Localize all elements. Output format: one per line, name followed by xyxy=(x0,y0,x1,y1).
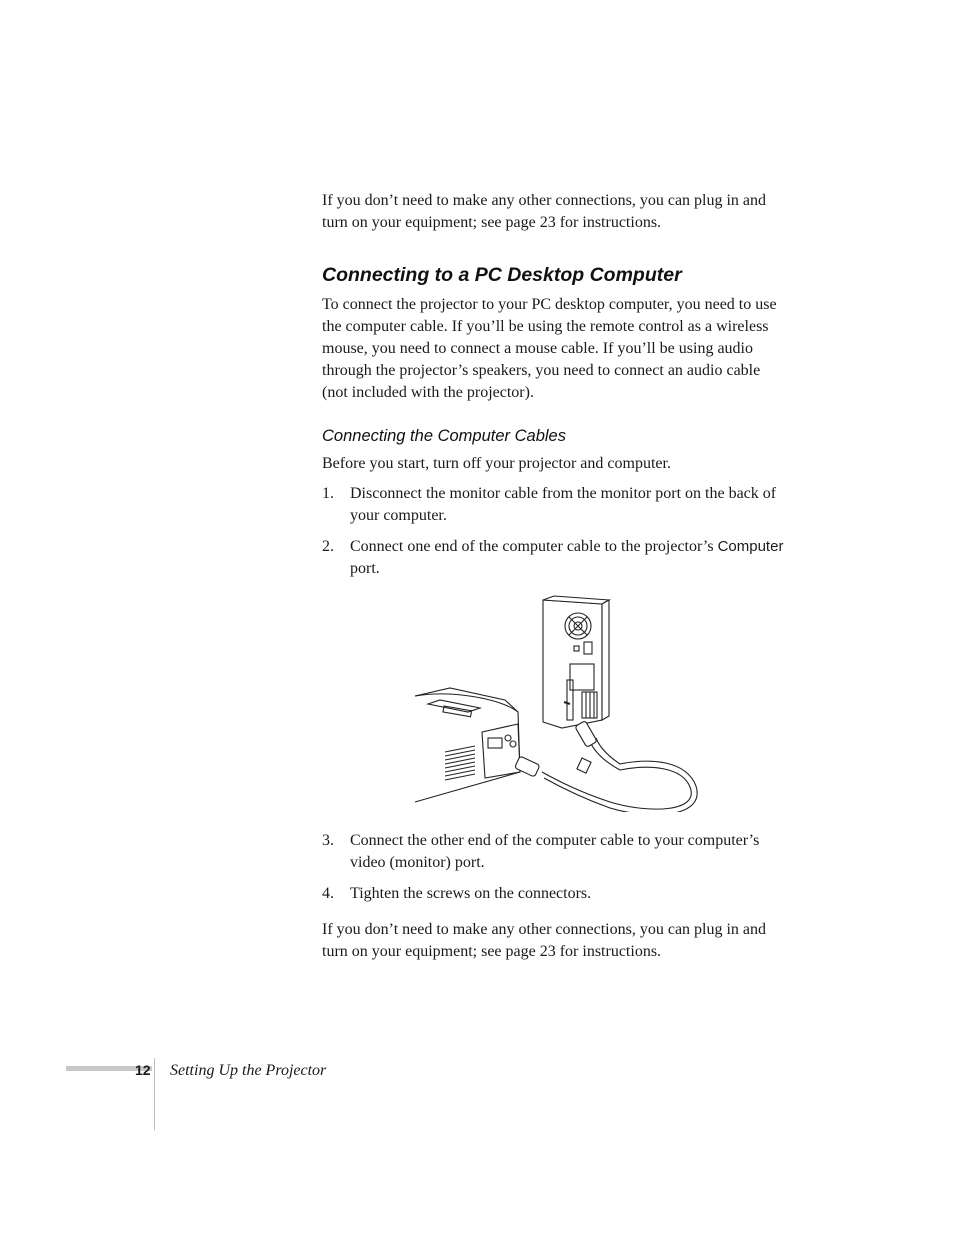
steps-list-b xyxy=(322,830,784,905)
paragraph-closing: If you don’t need to make any other connections, you can plug in and turn on your equipment; see page 23 for instructions. xyxy=(322,921,767,960)
before-you-start-text: Before you start, turn off your projector and computer. xyxy=(322,455,671,472)
step-number: 4. xyxy=(322,885,334,902)
steps-and-closing xyxy=(322,830,784,963)
step-text: Tighten the screws on the connectors. xyxy=(350,885,592,902)
page-number: 12 xyxy=(135,1062,151,1078)
main-content xyxy=(322,190,784,589)
step-number: 2. xyxy=(322,538,334,555)
computer-port-label: Computer xyxy=(717,538,784,555)
step-text: Connect one end of the computer cable to the projector’s xyxy=(350,538,718,555)
list-item xyxy=(322,483,784,527)
section-heading: Connecting to a PC Desktop Computer xyxy=(322,264,682,286)
step-number: 3. xyxy=(322,832,334,849)
list-item xyxy=(322,830,784,874)
steps-list-a xyxy=(322,483,784,580)
step-text: Connect the other end of the computer cable to your computer’s video (monitor) port. xyxy=(350,832,760,871)
list-item xyxy=(322,536,784,580)
paragraph-intro-connections: If you don’t need to make any other connections, you can plug in and turn on your equipment; see page 23 for instructions. xyxy=(322,192,767,231)
footer-section-title: Setting Up the Projector xyxy=(170,1062,327,1079)
list-item xyxy=(322,883,784,905)
section-intro: To connect the projector to your PC desktop computer, you need to use the computer cable. If you’ll be using the remote control as a wireless mouse, you need to connect a mouse cable. If you’ll be using audio through the projector’s speakers, you need to connect an audio cable (not included with the projector). xyxy=(322,296,777,401)
projector-image xyxy=(415,688,520,802)
step-text: Disconnect the monitor cable from the monitor port on the back of your computer. xyxy=(350,485,777,524)
projector-computer-connection-illustration xyxy=(410,592,700,812)
footer-divider xyxy=(154,1058,155,1130)
computer-tower-image xyxy=(543,596,609,728)
computer-cable-image xyxy=(515,721,698,812)
subsection-heading: Connecting the Computer Cables xyxy=(322,427,566,445)
step-text-end: port. xyxy=(350,560,380,577)
step-number: 1. xyxy=(322,485,334,502)
